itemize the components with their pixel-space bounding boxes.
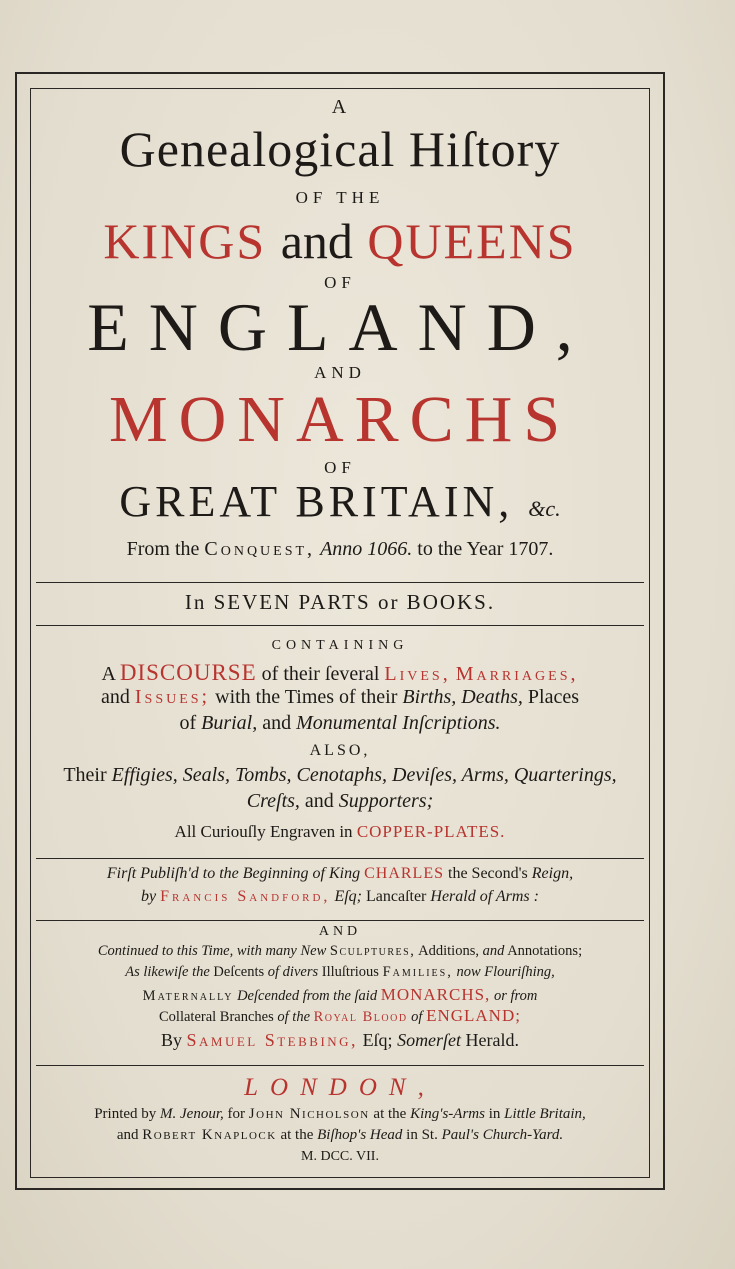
title-and-2: AND (314, 363, 366, 382)
title-great-britain: GREAT BRITAIN, (119, 477, 514, 526)
title-of-the: OF THE (295, 188, 385, 207)
also-heading: ALSO, (309, 742, 371, 759)
imprint-at-the-2: at the (280, 1127, 314, 1143)
title-kings: KINGS (103, 213, 267, 269)
containing-line-3 (30, 712, 650, 735)
imprint-for: for (227, 1106, 246, 1122)
containing-crests: Creſts, (246, 790, 300, 812)
continued-royal-blood: Royal Blood (313, 1009, 408, 1025)
containing-burial: Burial, (201, 712, 258, 734)
title-and: and (280, 213, 353, 269)
imprint-line-1 (30, 1106, 650, 1123)
containing-line-4 (30, 764, 650, 787)
imprint-in-st: in St. (406, 1127, 438, 1143)
continued-of-the: of the (277, 1009, 311, 1025)
first-published-esq: Eſq; (334, 888, 362, 905)
first-published-herald: Herald of Arms : (430, 888, 539, 905)
first-published-charles: CHARLES (364, 865, 444, 882)
title-queens: QUEENS (367, 213, 577, 269)
containing-of: of (179, 712, 197, 734)
title-etc: &c. (528, 496, 561, 521)
continued-illustrious: Illuſtrious (321, 964, 379, 980)
containing-births-deaths: Births, Deaths, (402, 686, 523, 708)
first-published-sandford: Francis Sandford, (160, 888, 331, 905)
containing-with: with the Times of their (215, 686, 398, 708)
continued-descents: Deſcents (213, 964, 265, 980)
first-published-lancaster: Lancaſter (365, 888, 427, 905)
containing-monumental: Monumental Inſcriptions. (296, 712, 501, 734)
first-published-second: the Second's (448, 865, 528, 882)
containing-places: Places (527, 686, 580, 708)
continued-somerset: Somerſet (397, 1030, 462, 1050)
continued-of-divers: of divers (267, 964, 319, 980)
title-date-range (30, 538, 650, 561)
continued-of: of (411, 1009, 423, 1025)
title-england: ENGLAND, (87, 289, 593, 365)
imprint-at-the: at the (373, 1106, 407, 1122)
continued-annotations: Annotations; (507, 943, 583, 959)
title-article: A (331, 96, 349, 118)
containing-of-their: of their ſeveral (261, 663, 380, 685)
title-kings-queens (30, 212, 650, 270)
continued-families: Families, (382, 964, 453, 980)
imprint-jenour: M. Jenour, (160, 1106, 224, 1122)
containing-their: Their (63, 764, 107, 786)
first-published-reign: Reign, (531, 865, 574, 882)
continued-esq: Eſq; (362, 1030, 393, 1050)
continued-monarchs: MONARCHS, (380, 985, 491, 1004)
containing-line-6 (30, 822, 650, 842)
continued-and-2: and (482, 943, 505, 959)
continued-england: ENGLAND; (426, 1006, 521, 1025)
imprint-nicholson: John Nicholson (248, 1106, 370, 1122)
continued-and: AND (318, 924, 362, 939)
containing-effigies: Effigies, Seals, Tombs, Cenotaphs, Deviſes, Arms, Quarterings, (111, 764, 617, 786)
imprint-in: in (488, 1106, 501, 1122)
first-published-text: Firſt Publiſh'd to the Beginning of King (106, 865, 361, 882)
containing-line-2 (30, 686, 650, 709)
imprint-printed-by: Printed by (94, 1106, 157, 1122)
imprint-little-britain: Little Britain, (504, 1106, 586, 1122)
title-from-the: From the (126, 538, 200, 560)
continued-maternally: Maternally (142, 988, 234, 1004)
continued-stebbing: Samuel Stebbing, (186, 1030, 359, 1050)
continued-line-2 (30, 964, 650, 981)
containing-copper-plates: COPPER-PLATES. (356, 822, 506, 841)
imprint-pauls: Paul's Church-Yard. (441, 1127, 564, 1143)
title-monarchs: MONARCHS (108, 383, 572, 456)
rule-4 (36, 920, 644, 921)
containing-heading: CONTAINING (271, 638, 409, 653)
continued-line-5 (30, 1030, 650, 1051)
continued-as-likewise: As likewiſe the (125, 964, 210, 980)
imprint-line-2 (30, 1127, 650, 1144)
first-published-line-2 (30, 888, 650, 906)
rule-1 (36, 582, 644, 583)
containing-and: and (100, 686, 130, 708)
title-anno: Anno (320, 538, 363, 560)
title-of-2: OF (324, 458, 356, 477)
continued-line-3 (30, 985, 650, 1005)
imprint-bishops-head: Biſhop's Head (317, 1127, 403, 1143)
first-published-line-1 (30, 865, 650, 883)
title-1066: 1066. (367, 538, 413, 560)
containing-issues: Issues; (134, 686, 211, 708)
imprint-kings-arms: King's-Arms (410, 1106, 485, 1122)
continued-sculptures: Sculptures, (329, 943, 416, 959)
imprint-knaplock: Robert Knaplock (142, 1127, 277, 1143)
continued-herald: Herald. (465, 1030, 520, 1050)
containing-supporters: Supporters; (338, 790, 434, 812)
containing-all-curiously: All Curiouſly Engraven in (174, 822, 353, 841)
imprint-and: and (116, 1127, 139, 1143)
continued-text: Continued to this Time, with many New (97, 943, 327, 959)
title-page-content (30, 88, 650, 1178)
title-to-the-year: to the Year 1707. (417, 538, 554, 560)
title-great-britain-line (30, 476, 650, 527)
title-genealogical-history: Genealogical Hiſtory (119, 121, 561, 177)
containing-a: A (101, 663, 115, 685)
parts-line: In SEVEN PARTS or BOOKS. (184, 590, 496, 614)
containing-and-3: and (304, 790, 334, 812)
continued-or-from: or from (493, 988, 538, 1004)
containing-line-5 (30, 790, 650, 813)
containing-line-1 (30, 660, 650, 686)
rule-5 (36, 1065, 644, 1066)
continued-now-flourishing: now Flouriſhing, (456, 964, 555, 980)
imprint-london: LONDON, (244, 1074, 436, 1101)
containing-and-2: and (262, 712, 292, 734)
continued-descended: Deſcended from the ſaid (237, 988, 378, 1004)
containing-marriages: Marriages, (455, 663, 579, 685)
rule-2 (36, 625, 644, 626)
continued-line-1 (30, 943, 650, 960)
containing-lives: Lives, (384, 663, 451, 685)
imprint-date: M. DCC. VII. (301, 1149, 379, 1164)
continued-by: By (160, 1030, 182, 1050)
containing-discourse: DISCOURSE (119, 660, 257, 685)
continued-collateral: Collateral Branches (159, 1009, 274, 1025)
rule-3 (36, 858, 644, 859)
title-conquest: Conqueſt, (204, 538, 316, 560)
continued-additions: Additions, (418, 943, 479, 959)
continued-line-4 (30, 1006, 650, 1026)
first-published-by: by (141, 888, 157, 905)
title-of-1: OF (324, 273, 356, 292)
